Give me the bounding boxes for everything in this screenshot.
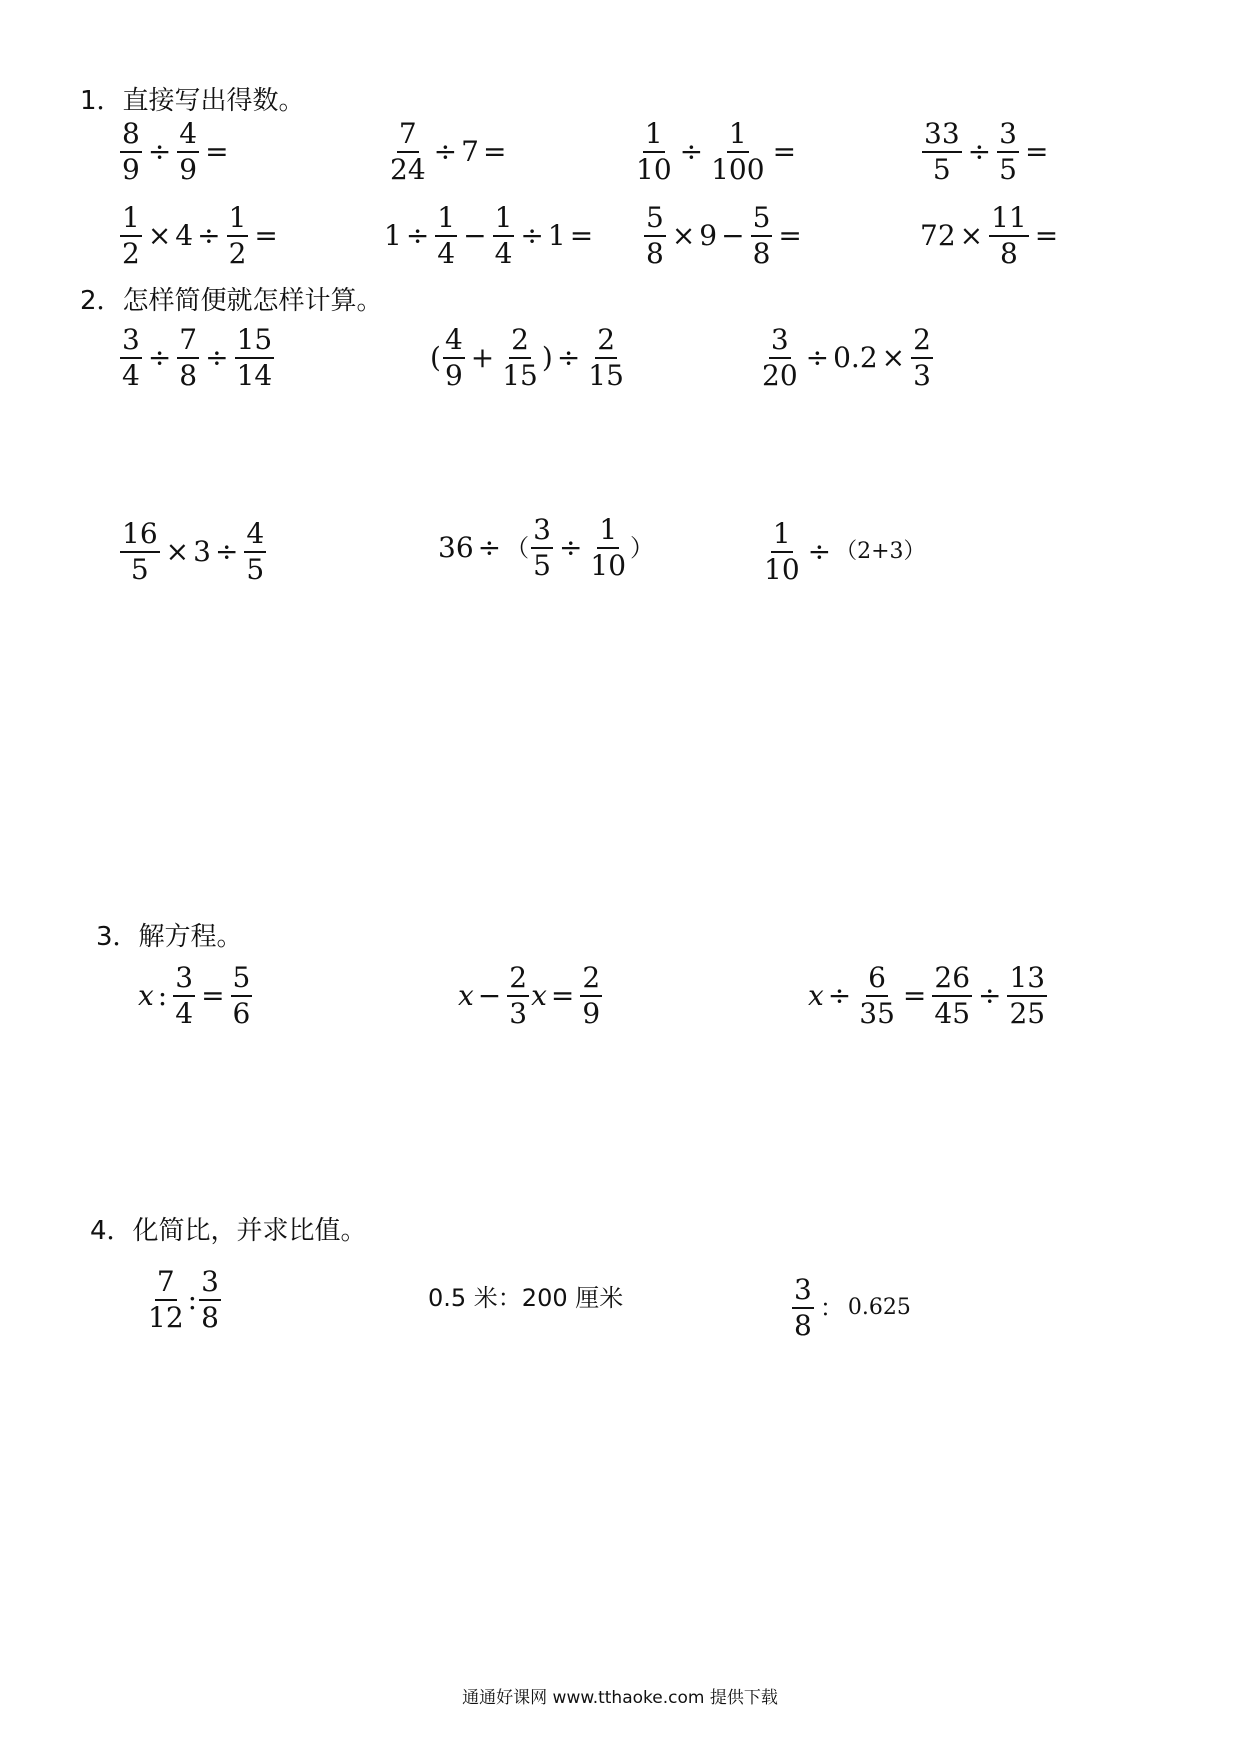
- fraction: $\frac{3}{20}$: [762, 323, 798, 392]
- fraction: $\frac{1}{10}$: [636, 117, 672, 186]
- s4-ratio-2: 0.5 米：200 厘米: [428, 1284, 624, 1312]
- fraction: $\frac{3}{4}$: [122, 323, 140, 392]
- section-2-title: 2．怎样简便就怎样计算。: [80, 286, 383, 316]
- fraction: $\frac{7}{24}$: [390, 117, 426, 186]
- fraction: $\frac{2}{3}$: [913, 323, 931, 392]
- fraction: $\frac{33}{5}$: [924, 117, 960, 186]
- fraction: $\frac{3}{8}$: [201, 1265, 219, 1334]
- s3-equation-2: x − $\frac{2}{3}$ x = $\frac{2}{9}$: [458, 961, 601, 1030]
- fraction: $\frac{5}{8}$: [752, 201, 771, 270]
- fraction: $\frac{4}{9}$: [179, 117, 198, 186]
- s2-expr-3: $\frac{3}{20}$ ÷ 0.2 × $\frac{2}{3}$: [762, 323, 931, 392]
- fraction: $\frac{13}{25}$: [1009, 961, 1046, 1030]
- fraction: $\frac{1}{2}$: [122, 201, 140, 270]
- fraction: $\frac{3}{8}$: [794, 1273, 812, 1342]
- s4-ratio-3: $\frac{3}{8}$ ： 0.625: [794, 1273, 911, 1342]
- fraction: $\frac{1}{2}$: [228, 201, 247, 270]
- fraction: $\frac{1}{4}$: [437, 201, 456, 270]
- s1-expr-5: $\frac{1}{2}$ × 4 ÷ $\frac{1}{2}$ =: [122, 201, 278, 270]
- fraction: $\frac{11}{8}$: [991, 201, 1027, 270]
- fraction: $\frac{16}{5}$: [122, 517, 158, 586]
- fraction: $\frac{1}{4}$: [494, 201, 513, 270]
- s2-expr-6: $\frac{1}{10}$ ÷ （2+3）: [764, 517, 926, 586]
- s1-expr-2: $\frac{7}{24}$ ÷ 7 =: [390, 117, 507, 186]
- fraction: $\frac{3}{4}$: [175, 961, 194, 1030]
- fraction: $\frac{2}{15}$: [502, 323, 538, 392]
- fraction: $\frac{2}{15}$: [588, 323, 624, 392]
- s2-expr-4: $\frac{16}{5}$ × 3 ÷ $\frac{4}{5}$: [122, 517, 265, 586]
- section-3-title: 3．解方程。: [96, 922, 243, 952]
- s3-equation-1: x : $\frac{3}{4}$ = $\frac{5}{6}$: [138, 961, 251, 1030]
- fraction: $\frac{15}{14}$: [236, 323, 273, 392]
- fraction: $\frac{3}{5}$: [533, 513, 551, 582]
- fraction: $\frac{8}{9}$: [122, 117, 140, 186]
- s4-ratio-1: $\frac{7}{12}$ : $\frac{3}{8}$: [148, 1265, 219, 1334]
- s1-expr-7: $\frac{5}{8}$ × 9 − $\frac{5}{8}$ =: [646, 201, 802, 270]
- s1-expr-6: 1 ÷ $\frac{1}{4}$ − $\frac{1}{4}$ ÷ 1 =: [384, 201, 594, 270]
- footer-source: 通通好课网 www.tthaoke.com 提供下载: [462, 1688, 778, 1708]
- fraction: $\frac{5}{8}$: [646, 201, 664, 270]
- s3-equation-3: x ÷ $\frac{6}{35}$ = $\frac{26}{45}$ ÷ $\frac{13}{25}$: [808, 961, 1046, 1030]
- fraction: $\frac{7}{12}$: [148, 1265, 184, 1334]
- s2-expr-2: ( $\frac{4}{9}$ + $\frac{2}{15}$ ) ÷ $\frac{2}{15}$: [430, 323, 624, 392]
- fraction: $\frac{1}{10}$: [590, 513, 627, 582]
- fraction: $\frac{6}{35}$: [859, 961, 895, 1030]
- section-4-title: 4．化简比，并求比值。: [90, 1216, 367, 1246]
- fraction: $\frac{4}{5}$: [246, 517, 265, 586]
- fraction: $\frac{2}{9}$: [582, 961, 601, 1030]
- s2-expr-1: $\frac{3}{4}$ ÷ $\frac{7}{8}$ ÷ $\frac{15}{14}$: [122, 323, 273, 392]
- s1-expr-1: $\frac{8}{9}$ ÷ $\frac{4}{9}$ =: [122, 117, 229, 186]
- s1-expr-4: $\frac{33}{5}$ ÷ $\frac{3}{5}$ =: [924, 117, 1049, 186]
- fraction: $\frac{1}{10}$: [764, 517, 800, 586]
- section-1-title: 1．直接写出得数。: [80, 86, 305, 116]
- fraction: $\frac{2}{3}$: [509, 961, 528, 1030]
- fraction: $\frac{5}{6}$: [232, 961, 251, 1030]
- fraction: $\frac{1}{100}$: [711, 117, 765, 186]
- fraction: $\frac{3}{5}$: [999, 117, 1017, 186]
- s1-expr-3: $\frac{1}{10}$ ÷ $\frac{1}{100}$ =: [636, 117, 797, 186]
- s2-expr-5: 36 ÷ （ $\frac{3}{5}$ ÷ $\frac{1}{10}$ ）: [438, 513, 655, 582]
- fraction: $\frac{7}{8}$: [179, 323, 198, 392]
- s1-expr-8: 72 × $\frac{11}{8}$ =: [920, 201, 1059, 270]
- fraction: $\frac{26}{45}$: [934, 961, 971, 1030]
- fraction: $\frac{4}{9}$: [444, 323, 463, 392]
